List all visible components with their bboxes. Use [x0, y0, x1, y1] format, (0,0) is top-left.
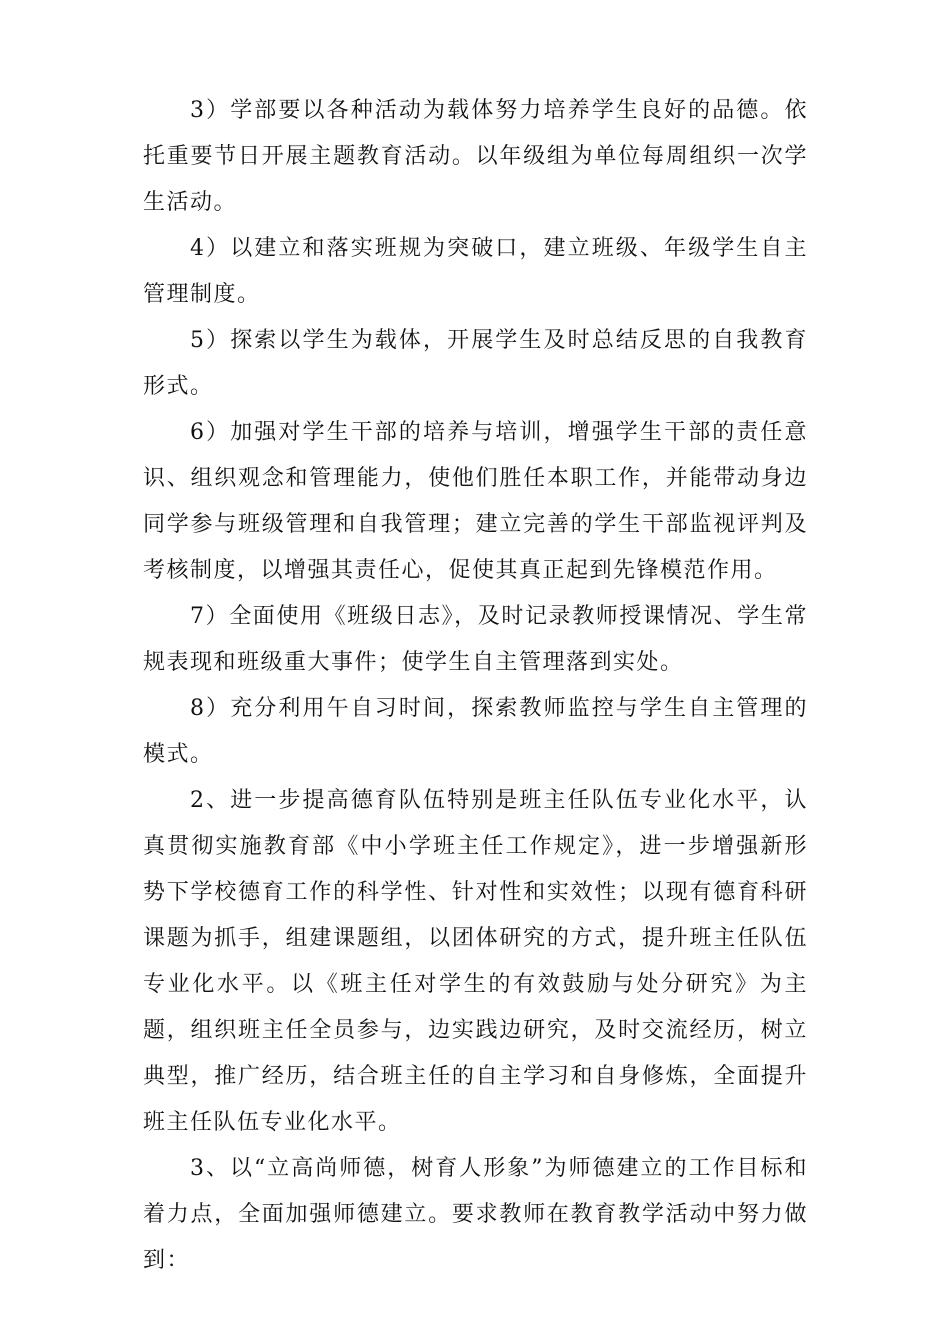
paragraph-item-6: 6）加强对学生干部的培养与培训，增强学生干部的责任意识、组织观念和管理能力，使他们胜任本职工作，并能带动身边同学参与班级管理和自我管理；建立完善的学生干部监视评判及考核制度，以增强其责任心，促使其真正起到先锋模范作用。 — [143, 420, 808, 583]
paragraph-section-2: 2、进一步提高德育队伍特别是班主任队伍专业化水平，认真贯彻实施教育部《中小学班主任工作规定》，进一步增强新形势下学校德育工作的科学性、针对性和实效性；以现有德育科研课题为抓手，组建课题组，以团体研究的方式，提升班主任队伍专业化水平。以《班主任对学生的有效鼓励与处分研究》为主题，组织班主任全员参与，边实践边研究，及时交流经历，树立典型，推广经历，结合班主任的自主学习和自身修炼，全面提升班主任队伍专业化水平。 — [143, 788, 808, 1135]
paragraph-item-3: 3）学部要以各种活动为载体努力培养学生良好的品德。依托重要节日开展主题教育活动。以年级组为单位每周组织一次学生活动。 — [143, 98, 808, 215]
paragraph-section-3: 3、以“立高尚师德，树育人形象”为师德建立的工作目标和着力点，全面加强师德建立。要求教师在教育教学活动中努力做到： — [143, 1156, 808, 1273]
document-body — [143, 88, 808, 1284]
paragraph-item-8: 8）充分利用午自习时间，探索教师监控与学生自主管理的模式。 — [143, 696, 808, 767]
paragraph-item-7: 7）全面使用《班级日志》，及时记录教师授课情况、学生常规表现和班级重大事件；使学生自主管理落到实处。 — [143, 604, 808, 675]
paragraph-item-4: 4）以建立和落实班规为突破口，建立班级、年级学生自主管理制度。 — [143, 236, 808, 307]
paragraph-item-5: 5）探索以学生为载体，开展学生及时总结反思的自我教育形式。 — [143, 328, 808, 399]
